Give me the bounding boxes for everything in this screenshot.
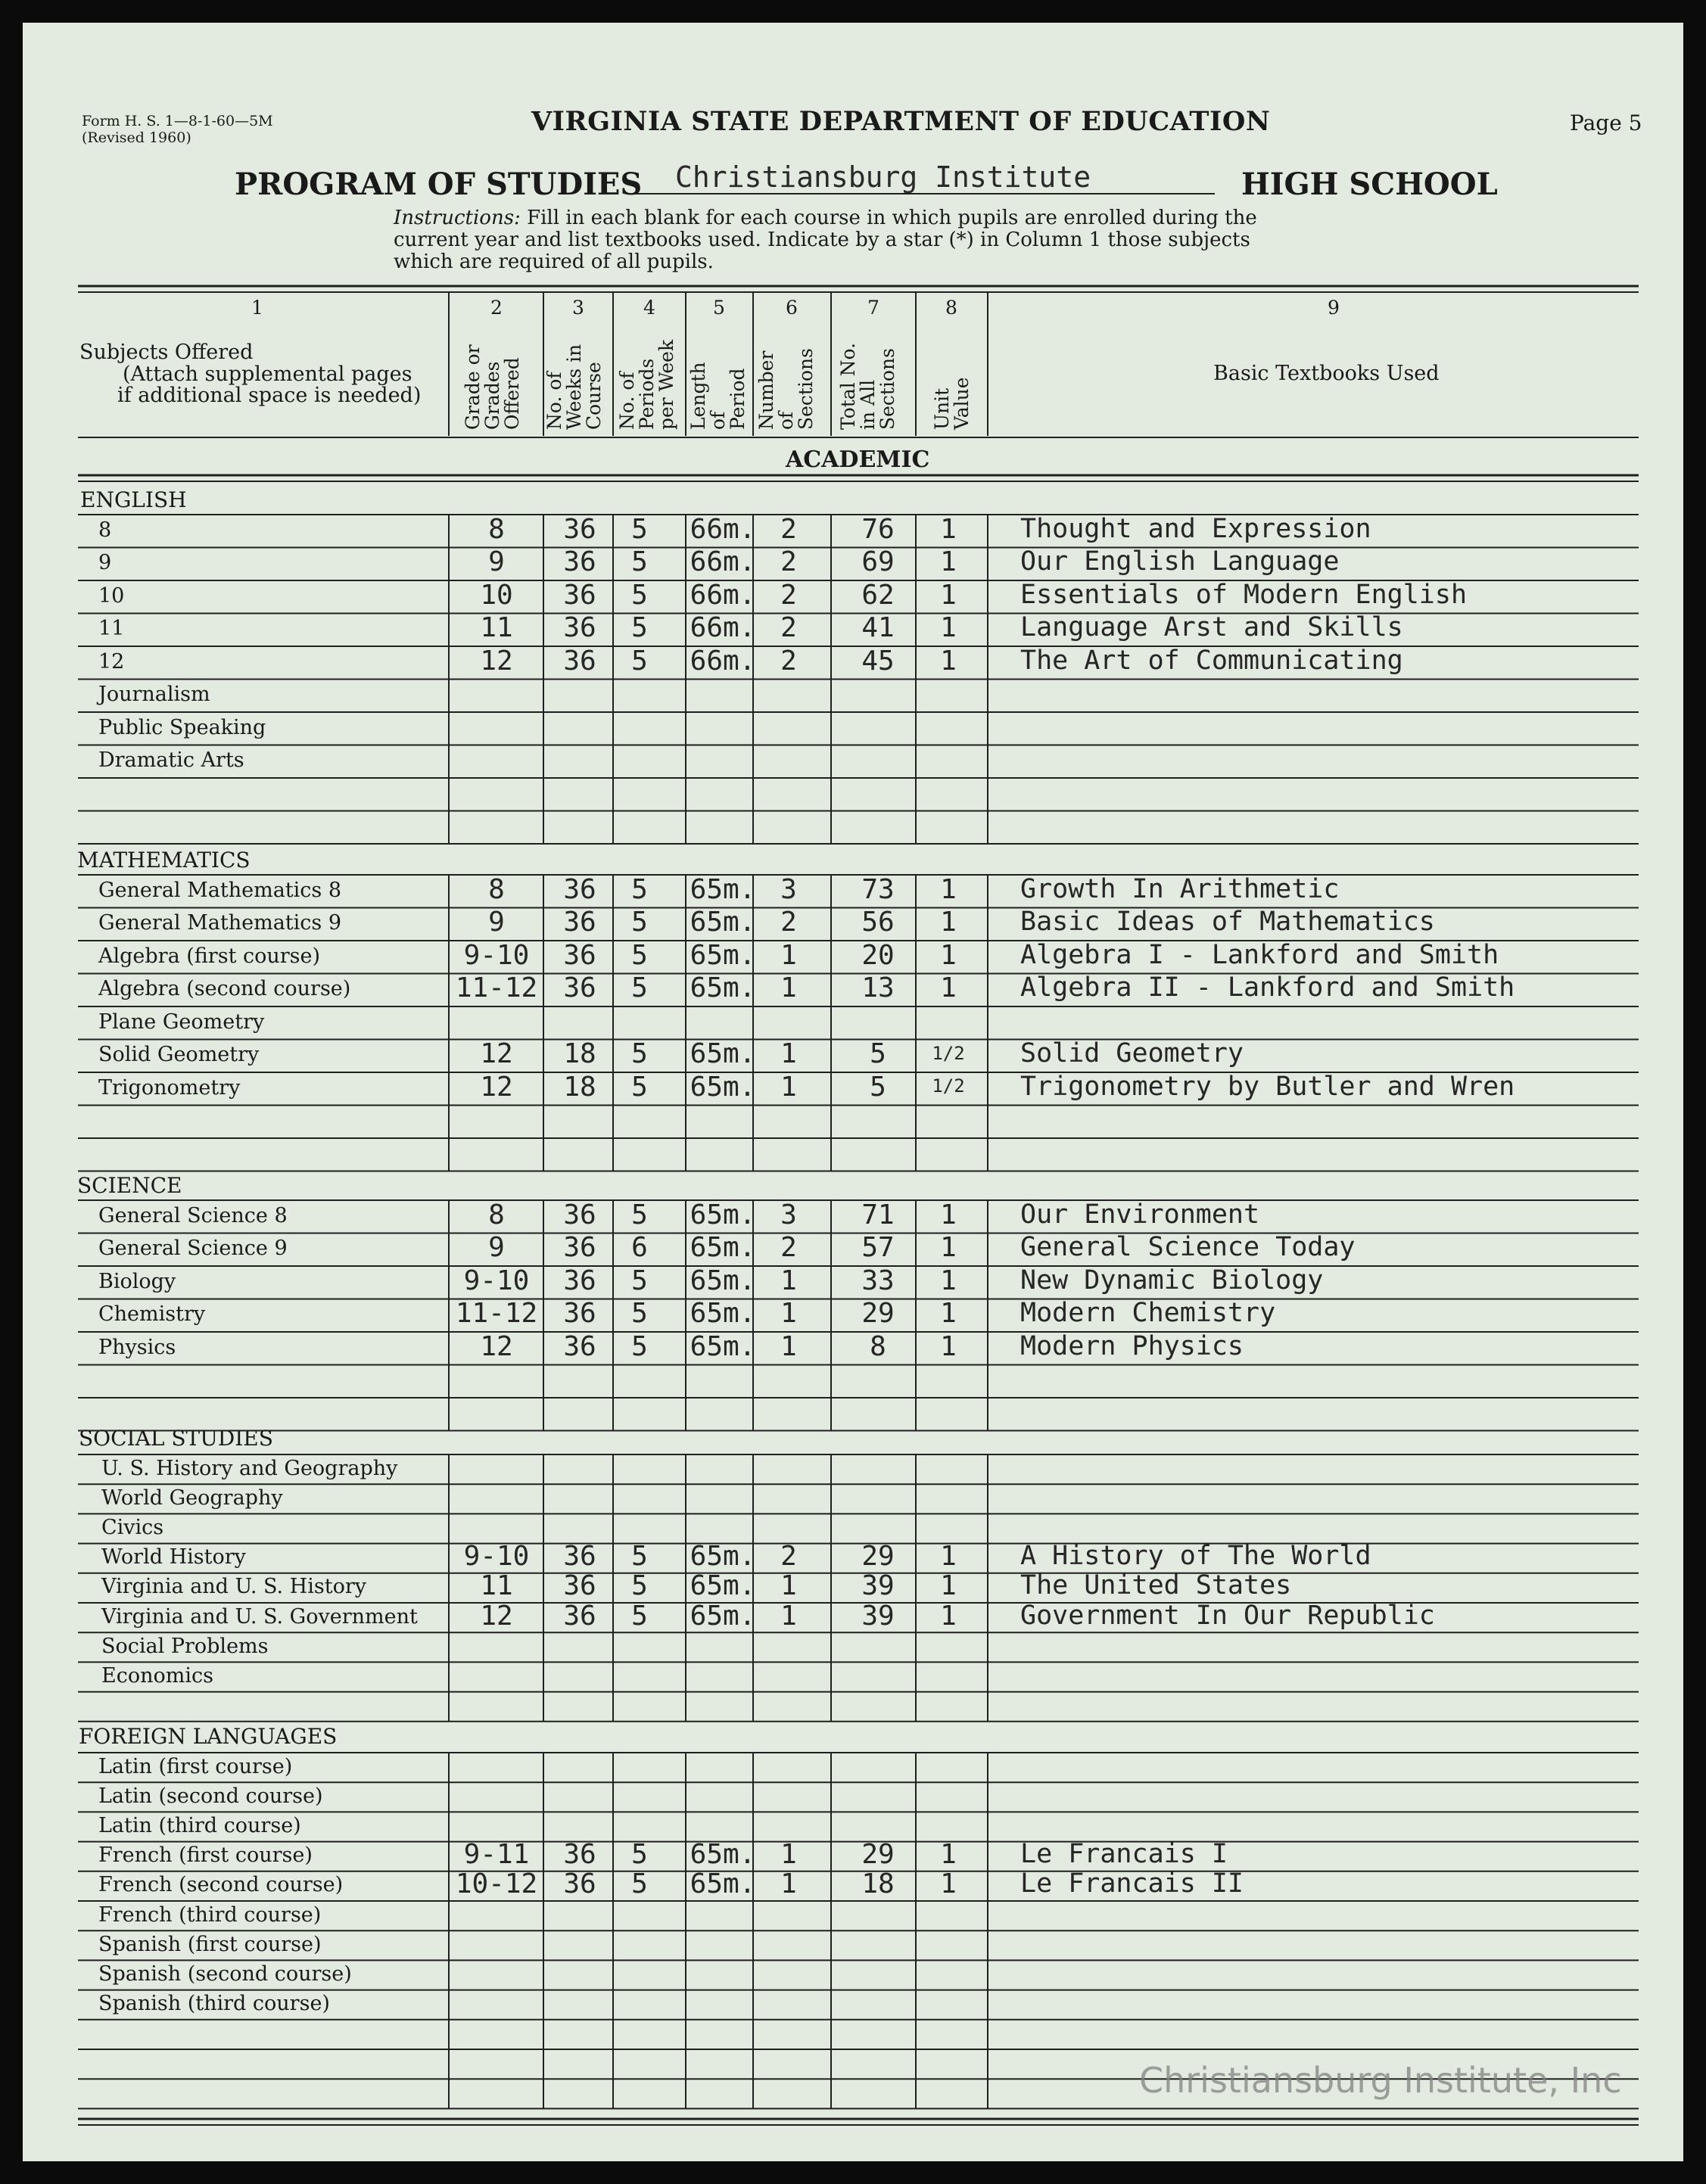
cell-sections: 3 xyxy=(780,873,797,905)
cell-total: 5 xyxy=(870,1071,886,1103)
cell-sections: 2 xyxy=(780,1541,797,1573)
instructions-text-1: Fill in each blank for each course in which pupils are enrolled during the xyxy=(527,207,1257,229)
cell-length: 65m. xyxy=(690,1298,756,1330)
cell-sections: 1 xyxy=(780,972,797,1004)
cell-unit: 1 xyxy=(940,972,957,1004)
textbook-title: Trigonometry by Butler and Wren xyxy=(1020,1071,1515,1102)
cell-total: 29 xyxy=(861,1839,895,1871)
cell-length: 65m. xyxy=(690,1199,756,1230)
col5-header: Length of Period xyxy=(687,362,749,430)
watermark: Christiansburg Institute, Inc xyxy=(1139,2060,1622,2101)
textbook-title: Modern Physics xyxy=(1020,1330,1244,1361)
cell-unit: 1 xyxy=(940,1298,957,1330)
cell-sections: 2 xyxy=(780,645,797,677)
course-label: 9 xyxy=(98,551,112,575)
program-label: PROGRAM OF STUDIES xyxy=(235,166,643,202)
cell-weeks: 36 xyxy=(563,1298,596,1330)
cell-periods: 5 xyxy=(631,579,648,611)
cell-length: 65m. xyxy=(690,1265,756,1296)
cell-periods: 5 xyxy=(631,513,648,545)
course-label: Virginia and U. S. Government xyxy=(101,1604,418,1629)
textbook-title: New Dynamic Biology xyxy=(1020,1265,1324,1296)
cell-length: 65m. xyxy=(690,873,756,905)
cell-grade: 12 xyxy=(480,1600,513,1632)
cell-grade: 11 xyxy=(480,612,513,644)
col8-header: Unit Value xyxy=(931,377,973,430)
cell-periods: 5 xyxy=(631,1839,648,1871)
section-foreign-languages: FOREIGN LANGUAGES xyxy=(79,1724,338,1749)
course-label: Civics xyxy=(101,1516,164,1539)
course-label: General Mathematics 8 xyxy=(98,878,342,902)
cell-unit: 1 xyxy=(940,1868,957,1900)
cell-sections: 1 xyxy=(780,1071,797,1103)
section-mathematics: MATHEMATICS xyxy=(77,848,251,873)
cell-sections: 1 xyxy=(780,1839,797,1871)
cell-unit: 1/2 xyxy=(932,1042,965,1064)
cell-total: 29 xyxy=(861,1298,895,1330)
course-label: World Geography xyxy=(101,1486,283,1510)
cell-unit: 1 xyxy=(940,1265,957,1296)
cell-weeks: 36 xyxy=(563,579,596,611)
cell-periods: 5 xyxy=(631,907,648,938)
col1-header-note-1: (Attach supplemental pages xyxy=(123,362,412,386)
cell-unit: 1 xyxy=(940,513,957,545)
course-label: World History xyxy=(101,1545,246,1570)
textbook-title: Thought and Expression xyxy=(1020,513,1371,544)
cell-periods: 5 xyxy=(631,1199,648,1230)
cell-weeks: 36 xyxy=(563,645,596,677)
textbook-title: Le Francais II xyxy=(1020,1868,1244,1899)
course-label: Solid Geometry xyxy=(98,1043,260,1067)
cell-sections: 2 xyxy=(780,579,797,611)
col4-header: No. of Periods per Week xyxy=(616,339,677,430)
column-number-2: 2 xyxy=(490,297,503,319)
cell-weeks: 36 xyxy=(563,1541,596,1573)
column-number-8: 8 xyxy=(945,297,957,319)
cell-total: 76 xyxy=(861,513,895,545)
cell-total: 69 xyxy=(861,546,895,578)
course-label: French (first course) xyxy=(98,1843,313,1868)
cell-total: 5 xyxy=(870,1038,886,1070)
textbook-title: Algebra II - Lankford and Smith xyxy=(1020,972,1515,1003)
cell-weeks: 36 xyxy=(563,1868,596,1900)
cell-length: 65m. xyxy=(690,907,756,938)
cell-sections: 2 xyxy=(780,513,797,545)
cell-total: 39 xyxy=(861,1570,895,1602)
course-label: Economics xyxy=(101,1664,213,1688)
cell-total: 8 xyxy=(870,1330,886,1362)
course-label: Biology xyxy=(98,1269,176,1293)
instructions-line-1 xyxy=(394,207,1257,229)
cell-sections: 1 xyxy=(780,1868,797,1900)
course-label: Social Problems xyxy=(101,1634,269,1658)
cell-total: 56 xyxy=(861,907,895,938)
course-label: 12 xyxy=(98,649,125,674)
col9-header: Basic Textbooks Used xyxy=(1213,362,1440,385)
cell-weeks: 36 xyxy=(563,1199,596,1230)
cell-total: 33 xyxy=(861,1265,895,1296)
cell-grade: 9-10 xyxy=(463,1541,530,1573)
cell-weeks: 36 xyxy=(563,513,596,545)
cell-weeks: 36 xyxy=(563,1232,596,1264)
course-label: Latin (third course) xyxy=(98,1814,301,1837)
course-label: Trigonometry xyxy=(98,1075,241,1100)
cell-total: 62 xyxy=(861,579,895,611)
col6-header: Number of Sections xyxy=(755,348,817,430)
cell-grade: 9 xyxy=(488,907,505,938)
column-number-3: 3 xyxy=(572,297,584,319)
page-number: Page 5 xyxy=(1570,110,1642,135)
cell-grade: 12 xyxy=(480,645,513,677)
section-science: SCIENCE xyxy=(77,1173,182,1198)
cell-weeks: 36 xyxy=(563,1570,596,1602)
cell-sections: 1 xyxy=(780,1600,797,1632)
textbook-title: General Science Today xyxy=(1020,1232,1356,1263)
course-label: French (second course) xyxy=(98,1873,344,1897)
course-label: General Mathematics 9 xyxy=(98,911,342,935)
cell-grade: 9-10 xyxy=(463,939,530,971)
cell-unit: 1 xyxy=(940,645,957,677)
cell-grade: 12 xyxy=(480,1038,513,1070)
cell-periods: 5 xyxy=(631,873,648,905)
cell-unit: 1 xyxy=(940,1232,957,1264)
cell-length: 66m. xyxy=(690,612,756,644)
course-label: U. S. History and Geography xyxy=(101,1456,398,1480)
cell-unit: 1 xyxy=(940,1570,957,1602)
cell-length: 66m. xyxy=(690,546,756,578)
cell-grade: 9-10 xyxy=(463,1265,530,1296)
cell-unit: 1 xyxy=(940,1839,957,1871)
cell-periods: 5 xyxy=(631,1600,648,1632)
cell-length: 65m. xyxy=(690,1868,756,1900)
course-label: Spanish (second course) xyxy=(98,1962,352,1986)
column-number-4: 4 xyxy=(643,297,655,319)
cell-sections: 1 xyxy=(780,939,797,971)
school-name: Christiansburg Institute xyxy=(675,160,1091,194)
col7-header: Total No. in All Sections xyxy=(837,342,898,430)
cell-periods: 5 xyxy=(631,939,648,971)
cell-length: 66m. xyxy=(690,513,756,545)
cell-total: 71 xyxy=(861,1199,895,1230)
cell-sections: 1 xyxy=(780,1298,797,1330)
course-label: 10 xyxy=(98,583,125,608)
cell-unit: 1 xyxy=(940,1541,957,1573)
section-english: ENGLISH xyxy=(80,487,187,512)
cell-sections: 2 xyxy=(780,1232,797,1264)
cell-sections: 1 xyxy=(780,1570,797,1602)
cell-grade: 10-12 xyxy=(455,1868,538,1900)
cell-length: 65m. xyxy=(690,1600,756,1632)
course-label: Latin (second course) xyxy=(98,1784,323,1808)
cell-sections: 3 xyxy=(780,1199,797,1230)
cell-total: 73 xyxy=(861,873,895,905)
cell-periods: 5 xyxy=(631,1071,648,1103)
textbook-title: The Art of Communicating xyxy=(1020,645,1403,676)
course-label: Plane Geometry xyxy=(98,1010,265,1034)
textbook-title: Solid Geometry xyxy=(1020,1038,1244,1069)
cell-grade: 9-11 xyxy=(463,1839,530,1871)
instructions-line-3: which are required of all pupils. xyxy=(394,250,714,273)
cell-length: 65m. xyxy=(690,939,756,971)
cell-periods: 5 xyxy=(631,546,648,578)
cell-weeks: 18 xyxy=(563,1038,596,1070)
cell-total: 39 xyxy=(861,1600,895,1632)
cell-unit: 1 xyxy=(940,1330,957,1362)
cell-periods: 5 xyxy=(631,1570,648,1602)
textbook-title: Language Arst and Skills xyxy=(1020,612,1403,643)
course-label: Public Speaking xyxy=(98,715,266,739)
instructions-line-2: current year and list textbooks used. Indicate by a star (*) in Column 1 those subjects xyxy=(394,229,1250,251)
cell-weeks: 18 xyxy=(563,1071,596,1103)
cell-total: 13 xyxy=(861,972,895,1004)
course-label: Physics xyxy=(98,1335,176,1359)
textbook-title: Our Environment xyxy=(1020,1199,1260,1230)
cell-length: 66m. xyxy=(690,645,756,677)
course-label: Virginia and U. S. History xyxy=(101,1575,366,1599)
cell-length: 65m. xyxy=(690,1570,756,1602)
cell-grade: 11-12 xyxy=(455,972,538,1004)
column-number-7: 7 xyxy=(867,297,879,319)
cell-sections: 1 xyxy=(780,1265,797,1296)
cell-unit: 1 xyxy=(940,1199,957,1230)
cell-unit: 1 xyxy=(940,873,957,905)
course-label: Dramatic Arts xyxy=(98,748,244,773)
cell-weeks: 36 xyxy=(563,907,596,938)
cell-grade: 8 xyxy=(488,513,505,545)
textbook-title: The United States xyxy=(1020,1570,1292,1601)
cell-length: 65m. xyxy=(690,1038,756,1070)
course-label: General Science 9 xyxy=(98,1237,288,1261)
column-number-9: 9 xyxy=(1328,297,1340,319)
form-code: Form H. S. 1—8-1-60—5M xyxy=(82,113,273,129)
cell-unit: 1 xyxy=(940,907,957,938)
course-label: 8 xyxy=(98,518,112,542)
department-title: VIRGINIA STATE DEPARTMENT OF EDUCATION xyxy=(531,106,1271,137)
instructions-lead: Instructions: xyxy=(394,207,521,229)
cell-total: 41 xyxy=(861,612,895,644)
cell-periods: 5 xyxy=(631,1541,648,1573)
cell-total: 45 xyxy=(861,645,895,677)
textbook-title: Essentials of Modern English xyxy=(1020,579,1468,610)
cell-sections: 1 xyxy=(780,1038,797,1070)
cell-grade: 12 xyxy=(480,1071,513,1103)
cell-length: 65m. xyxy=(690,1330,756,1362)
cell-length: 66m. xyxy=(690,579,756,611)
cell-periods: 5 xyxy=(631,1298,648,1330)
academic-heading: ACADEMIC xyxy=(786,446,930,473)
course-label: Algebra (second course) xyxy=(98,977,351,1001)
cell-length: 65m. xyxy=(690,1541,756,1573)
cell-grade: 12 xyxy=(480,1330,513,1362)
cell-length: 65m. xyxy=(690,1232,756,1264)
cell-length: 65m. xyxy=(690,972,756,1004)
cell-weeks: 36 xyxy=(563,1330,596,1362)
course-label: Journalism xyxy=(98,683,210,707)
cell-length: 65m. xyxy=(690,1071,756,1103)
col3-header: No. of Weeks in Course xyxy=(543,344,605,430)
cell-weeks: 36 xyxy=(563,546,596,578)
cell-periods: 5 xyxy=(631,1868,648,1900)
cell-sections: 2 xyxy=(780,907,797,938)
cell-unit: 1 xyxy=(940,1600,957,1632)
textbook-title: A History of The World xyxy=(1020,1541,1371,1572)
cell-unit: 1 xyxy=(940,612,957,644)
cell-weeks: 36 xyxy=(563,612,596,644)
cell-unit: 1 xyxy=(940,579,957,611)
cell-sections: 2 xyxy=(780,546,797,578)
col2-header: Grade or Grades Offered xyxy=(462,344,523,430)
cell-periods: 5 xyxy=(631,645,648,677)
cell-periods: 5 xyxy=(631,1330,648,1362)
cell-periods: 5 xyxy=(631,612,648,644)
course-label: Spanish (first course) xyxy=(98,1932,322,1956)
textbook-title: Government In Our Republic xyxy=(1020,1600,1435,1631)
course-label: Chemistry xyxy=(98,1302,206,1327)
course-label: Spanish (third course) xyxy=(98,1992,330,2016)
col1-header-note-2: if additional space is needed) xyxy=(117,384,422,407)
textbook-title: Le Francais I xyxy=(1020,1839,1228,1870)
course-label: General Science 8 xyxy=(98,1203,288,1227)
cell-unit: 1 xyxy=(940,939,957,971)
column-number-5: 5 xyxy=(713,297,725,319)
high-school-label: HIGH SCHOOL xyxy=(1241,166,1498,202)
textbook-title: Our English Language xyxy=(1020,546,1340,577)
course-label: Algebra (first course) xyxy=(98,944,321,968)
course-label: French (third course) xyxy=(98,1902,322,1927)
column-number-6: 6 xyxy=(786,297,798,319)
cell-grade: 8 xyxy=(488,873,505,905)
cell-weeks: 36 xyxy=(563,873,596,905)
cell-unit: 1/2 xyxy=(932,1075,965,1097)
cell-length: 65m. xyxy=(690,1839,756,1871)
cell-periods: 6 xyxy=(631,1232,648,1264)
cell-weeks: 36 xyxy=(563,939,596,971)
cell-grade: 9 xyxy=(488,1232,505,1264)
cell-weeks: 36 xyxy=(563,1265,596,1296)
cell-weeks: 36 xyxy=(563,972,596,1004)
cell-periods: 5 xyxy=(631,972,648,1004)
cell-grade: 11 xyxy=(480,1570,513,1602)
textbook-title: Modern Chemistry xyxy=(1020,1298,1276,1329)
cell-grade: 11-12 xyxy=(455,1298,538,1330)
cell-weeks: 36 xyxy=(563,1600,596,1632)
cell-sections: 1 xyxy=(780,1330,797,1362)
cell-periods: 5 xyxy=(631,1265,648,1296)
course-label: 11 xyxy=(98,617,125,641)
col1-header: Subjects Offered xyxy=(79,341,254,364)
cell-grade: 9 xyxy=(488,546,505,578)
cell-sections: 2 xyxy=(780,612,797,644)
cell-unit: 1 xyxy=(940,546,957,578)
cell-weeks: 36 xyxy=(563,1839,596,1871)
cell-grade: 10 xyxy=(480,579,513,611)
cell-grade: 8 xyxy=(488,1199,505,1230)
cell-total: 20 xyxy=(861,939,895,971)
cell-periods: 5 xyxy=(631,1038,648,1070)
form-revised: (Revised 1960) xyxy=(82,129,191,146)
section-social-studies: SOCIAL STUDIES xyxy=(79,1426,273,1451)
cell-total: 18 xyxy=(861,1868,895,1900)
course-label: Latin (first course) xyxy=(98,1754,293,1778)
textbook-title: Growth In Arithmetic xyxy=(1020,873,1340,904)
textbook-title: Basic Ideas of Mathematics xyxy=(1020,907,1435,938)
cell-total: 29 xyxy=(861,1541,895,1573)
column-number-1: 1 xyxy=(251,297,263,319)
cell-total: 57 xyxy=(861,1232,895,1264)
textbook-title: Algebra I - Lankford and Smith xyxy=(1020,939,1499,970)
